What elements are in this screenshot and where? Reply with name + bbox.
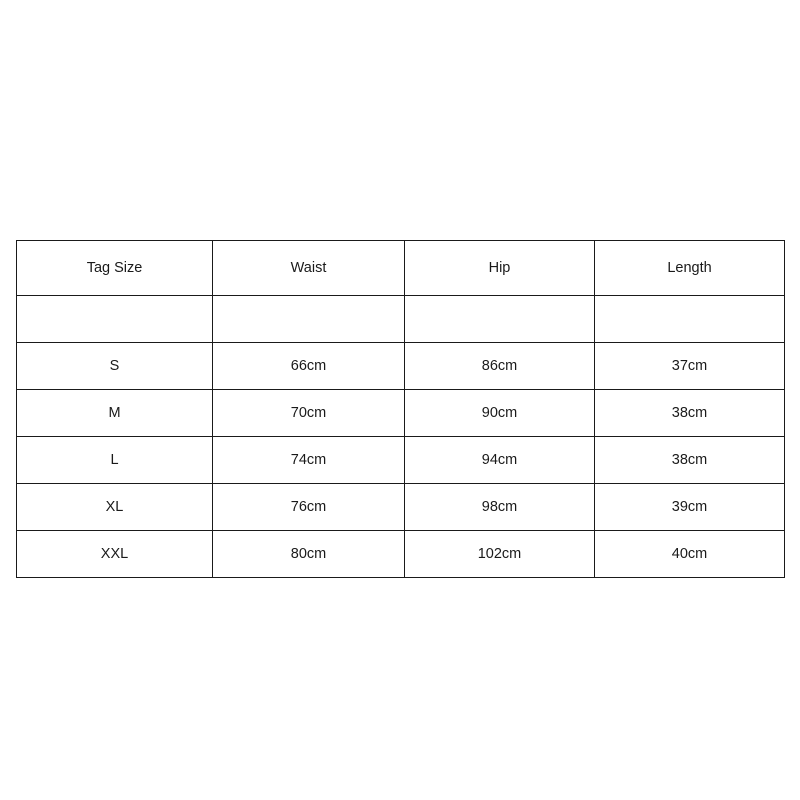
cell-waist: 70cm	[213, 390, 405, 437]
column-header-waist: Waist	[213, 241, 405, 296]
size-chart-body	[17, 296, 785, 578]
table-row	[17, 296, 785, 343]
table-row	[17, 343, 785, 390]
cell-waist: 66cm	[213, 343, 405, 390]
table-row	[17, 437, 785, 484]
cell-tag-size: XXL	[17, 531, 213, 578]
table-row	[17, 484, 785, 531]
cell-length: 40cm	[595, 531, 785, 578]
cell-hip: 86cm	[405, 343, 595, 390]
cell-tag-size: M	[17, 390, 213, 437]
table-header-row	[17, 241, 785, 296]
cell-hip: 90cm	[405, 390, 595, 437]
cell-length: 39cm	[595, 484, 785, 531]
column-header-hip: Hip	[405, 241, 595, 296]
cell-hip	[405, 296, 595, 343]
size-chart-container	[16, 240, 784, 578]
cell-length: 37cm	[595, 343, 785, 390]
cell-hip: 94cm	[405, 437, 595, 484]
size-chart-header	[17, 241, 785, 296]
size-chart-table	[16, 240, 785, 578]
cell-length	[595, 296, 785, 343]
cell-length: 38cm	[595, 390, 785, 437]
cell-waist: 80cm	[213, 531, 405, 578]
cell-tag-size: XL	[17, 484, 213, 531]
column-header-tag-size: Tag Size	[17, 241, 213, 296]
table-row	[17, 390, 785, 437]
cell-waist: 76cm	[213, 484, 405, 531]
cell-length: 38cm	[595, 437, 785, 484]
cell-waist: 74cm	[213, 437, 405, 484]
cell-tag-size: S	[17, 343, 213, 390]
cell-hip: 98cm	[405, 484, 595, 531]
cell-tag-size	[17, 296, 213, 343]
cell-hip: 102cm	[405, 531, 595, 578]
column-header-length: Length	[595, 241, 785, 296]
cell-waist	[213, 296, 405, 343]
cell-tag-size: L	[17, 437, 213, 484]
table-row	[17, 531, 785, 578]
